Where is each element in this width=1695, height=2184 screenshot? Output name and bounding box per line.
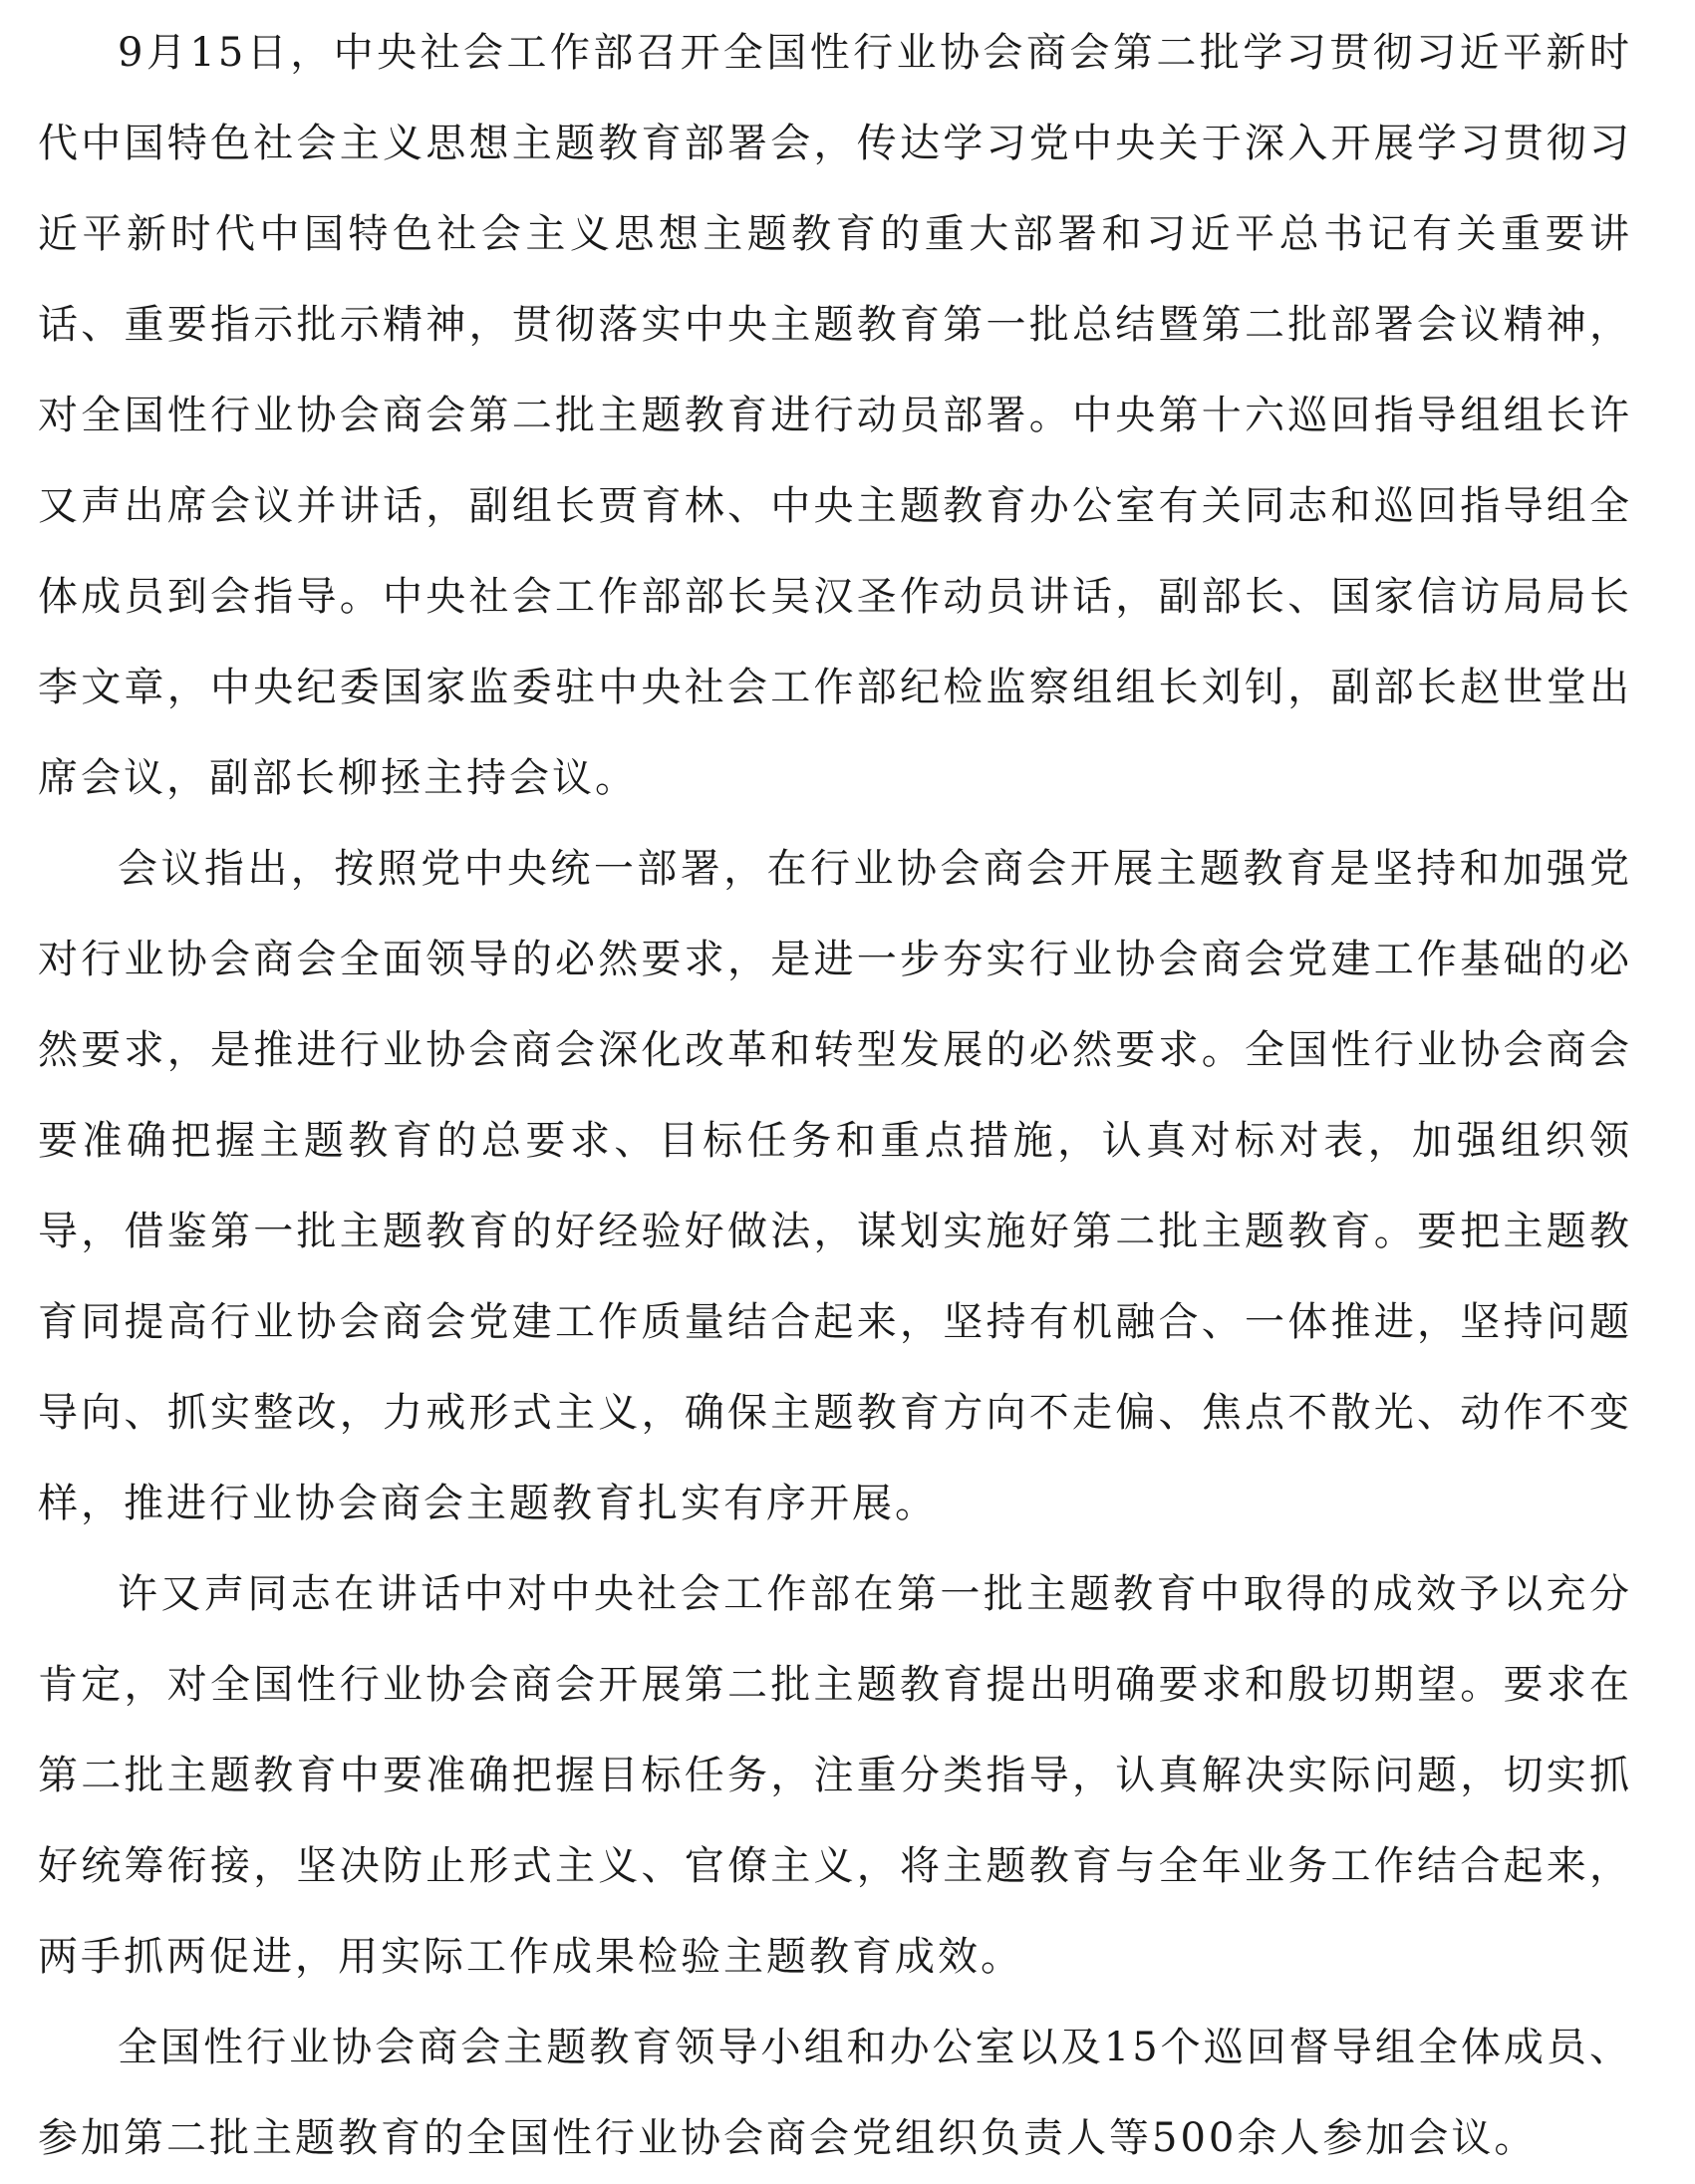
document-body	[38, 8, 1632, 2184]
paragraph-meeting-points: 会议指出，按照党中央统一部署，在行业协会商会开展主题教育是坚持和加强党对行业协会商会全面领导的必然要求，是进一步夯实行业协会商会党建工作基础的必然要求，是推进行业协会商会深化改革和转型发展的必然要求。全国性行业协会商会要准确把握主题教育的总要求、目标任务和重点措施，认真对标对表，加强组织领导，借鉴第一批主题教育的好经验好做法，谋划实施好第二批主题教育。要把主题教育同提高行业协会商会党建工作质量结合起来，坚持有机融合、一体推进，坚持问题导向、抓实整改，力戒形式主义，确保主题教育方向不走偏、焦点不散光、动作不变样，推进行业协会商会主题教育扎实有序开展。	[38, 846, 1632, 1526]
paragraph-meeting-overview: 9月15日，中央社会工作部召开全国性行业协会商会第二批学习贯彻习近平新时代中国特色社会主义思想主题教育部署会，传达学习党中央关于深入开展学习贯彻习近平新时代中国特色社会主义思想主题教育的重大部署和习近平总书记有关重要讲话、重要指示批示精神，贯彻落实中央主题教育第一批总结暨第二批部署会议精神，对全国性行业协会商会第二批主题教育进行动员部署。中央第十六巡回指导组组长许又声出席会议并讲话，副组长贾育林、中央主题教育办公室有关同志和巡回指导组全体成员到会指导。中央社会工作部部长吴汉圣作动员讲话，副部长、国家信访局局长李文章，中央纪委国家监委驻中央社会工作部纪检监察组组长刘钊，副部长赵世堂出席会议，副部长柳拯主持会议。	[38, 30, 1632, 801]
paragraph-speech-requirements: 许又声同志在讲话中对中央社会工作部在第一批主题教育中取得的成效予以充分肯定，对全国性行业协会商会开展第二批主题教育提出明确要求和殷切期望。要求在第二批主题教育中要准确把握目标任务，注重分类指导，认真解决实际问题，切实抓好统筹衔接，坚决防止形式主义、官僚主义，将主题教育与全年业务工作结合起来，两手抓两促进，用实际工作成果检验主题教育成效。	[38, 1571, 1632, 1980]
paragraph-attendees: 全国性行业协会商会主题教育领导小组和办公室以及15个巡回督导组全体成员、参加第二批主题教育的全国性行业协会商会党组织负责人等500余人参加会议。	[38, 2025, 1632, 2161]
